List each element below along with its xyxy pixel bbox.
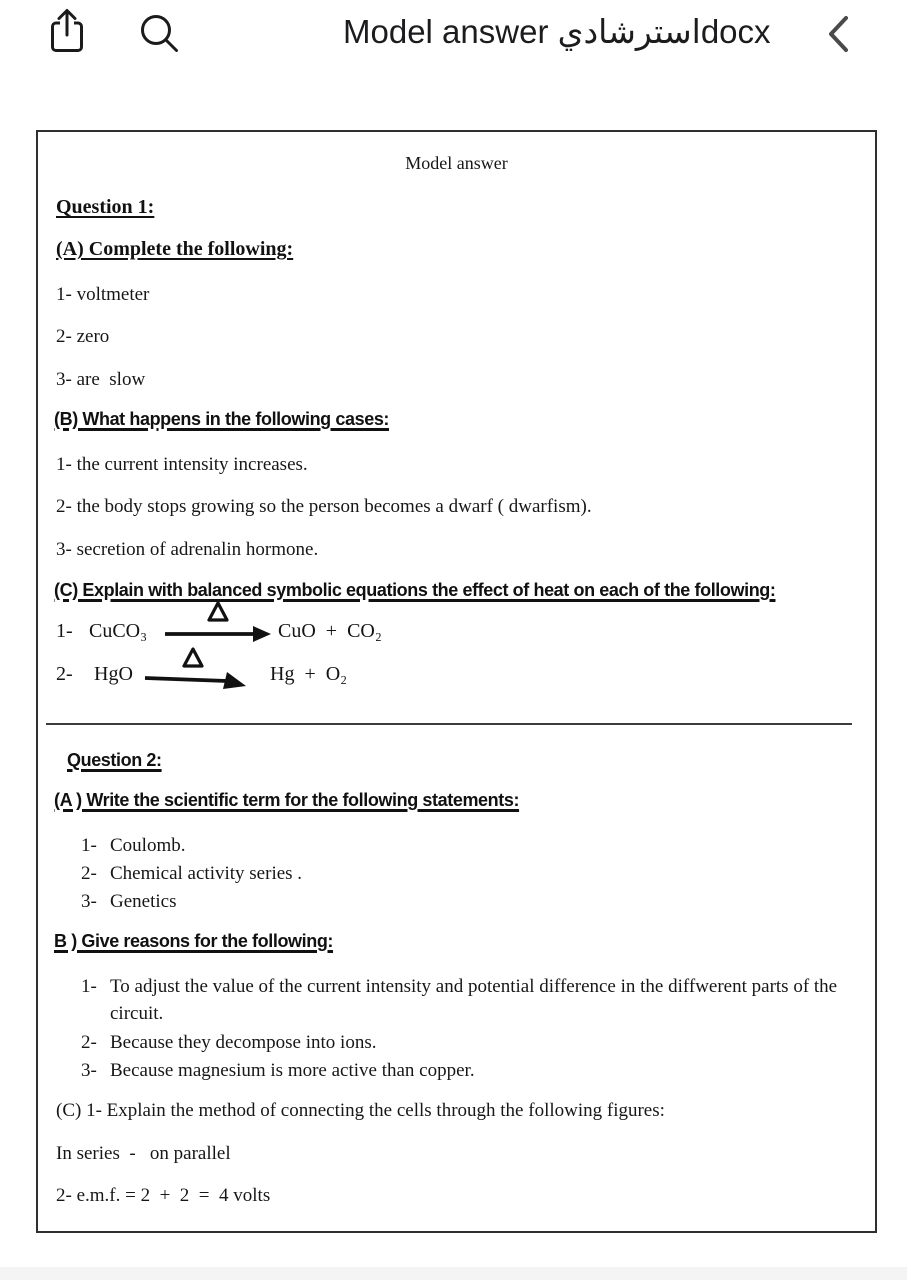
- q1-b-item: 1- the current intensity increases.: [56, 454, 308, 475]
- item-text: Chemical activity series .: [110, 863, 303, 884]
- item-number: 3-: [81, 891, 97, 912]
- chevron-left-icon: [824, 13, 852, 55]
- share-icon: [48, 6, 86, 54]
- item-number: 3-: [81, 1060, 97, 1081]
- q2-b-item: [81, 1057, 888, 1084]
- item-text: Because magnesium is more active than copper.: [110, 1060, 475, 1081]
- equation-number: 1-: [56, 620, 73, 642]
- item-text: Genetics: [110, 891, 177, 912]
- search-icon: [137, 11, 181, 55]
- q1-a-item: 2- zero: [56, 326, 110, 347]
- q2-c-line: (C) 1- Explain the method of connecting the cells through the following figures:: [56, 1100, 665, 1121]
- q2-a-item: [81, 888, 888, 915]
- back-button[interactable]: [824, 13, 852, 55]
- q1-c-heading: (C) Explain with balanced symbolic equations the effect of heat on each of the following:: [54, 580, 776, 600]
- item-text: Because they decompose into ions.: [110, 1032, 377, 1053]
- document-page: [36, 130, 877, 1233]
- q1-heading: Question 1:: [56, 196, 155, 218]
- page-gap-strip: [0, 1267, 907, 1280]
- equation-products: Hg + O₂: [270, 663, 348, 685]
- equation-reactant: CuCO₃: [89, 620, 148, 642]
- item-text: To adjust the value of the current intensity and potential difference in the diffwerent parts of the circuit.: [110, 976, 842, 1024]
- emf-line: 2- e.m.f. = 2 + 2 = 4 volts: [56, 1185, 271, 1206]
- document-title: Model answer: [405, 153, 508, 173]
- q1-a-item: 3- are slow: [56, 369, 146, 390]
- q1-b-heading: (B) What happens in the following cases:: [54, 409, 390, 429]
- q1-b-item: 2- the body stops growing so the person becomes a dwarf ( dwarfism).: [56, 496, 592, 517]
- q2-a-item: [81, 860, 888, 887]
- item-number: 1-: [81, 835, 97, 856]
- q2-a-item: [81, 832, 888, 859]
- series-line: In series - on parallel: [56, 1143, 231, 1164]
- q2-b-item: [81, 973, 888, 1027]
- q2-a-heading: (A ) Write the scientific term for the following statements:: [54, 790, 520, 810]
- item-number: 2-: [81, 863, 97, 884]
- q2-b-item: [81, 1029, 888, 1056]
- heat-delta-arrow-icon: [163, 599, 273, 643]
- item-number: 2-: [81, 1032, 97, 1053]
- share-button[interactable]: [48, 6, 86, 54]
- item-number: 1-: [81, 976, 97, 997]
- file-title: Model answer استرشاديdocx: [343, 13, 771, 50]
- item-text: Coulomb.: [110, 835, 186, 856]
- equation-reactant: HgO: [94, 663, 133, 685]
- q1-a-heading: (A) Complete the following:: [56, 238, 294, 260]
- q1-b-item: 3- secretion of adrenalin hormone.: [56, 539, 319, 560]
- q2-b-heading: B ) Give reasons for the following:: [54, 931, 334, 951]
- q2-heading: Question 2:: [67, 750, 162, 770]
- equation-number: 2-: [56, 663, 73, 685]
- search-button[interactable]: [137, 11, 181, 55]
- toolbar: [0, 0, 907, 78]
- heat-delta-arrow-icon: [143, 646, 257, 694]
- equation-products: CuO + CO₂: [278, 620, 382, 642]
- section-divider: [46, 723, 852, 725]
- q1-a-item: 1- voltmeter: [56, 284, 150, 305]
